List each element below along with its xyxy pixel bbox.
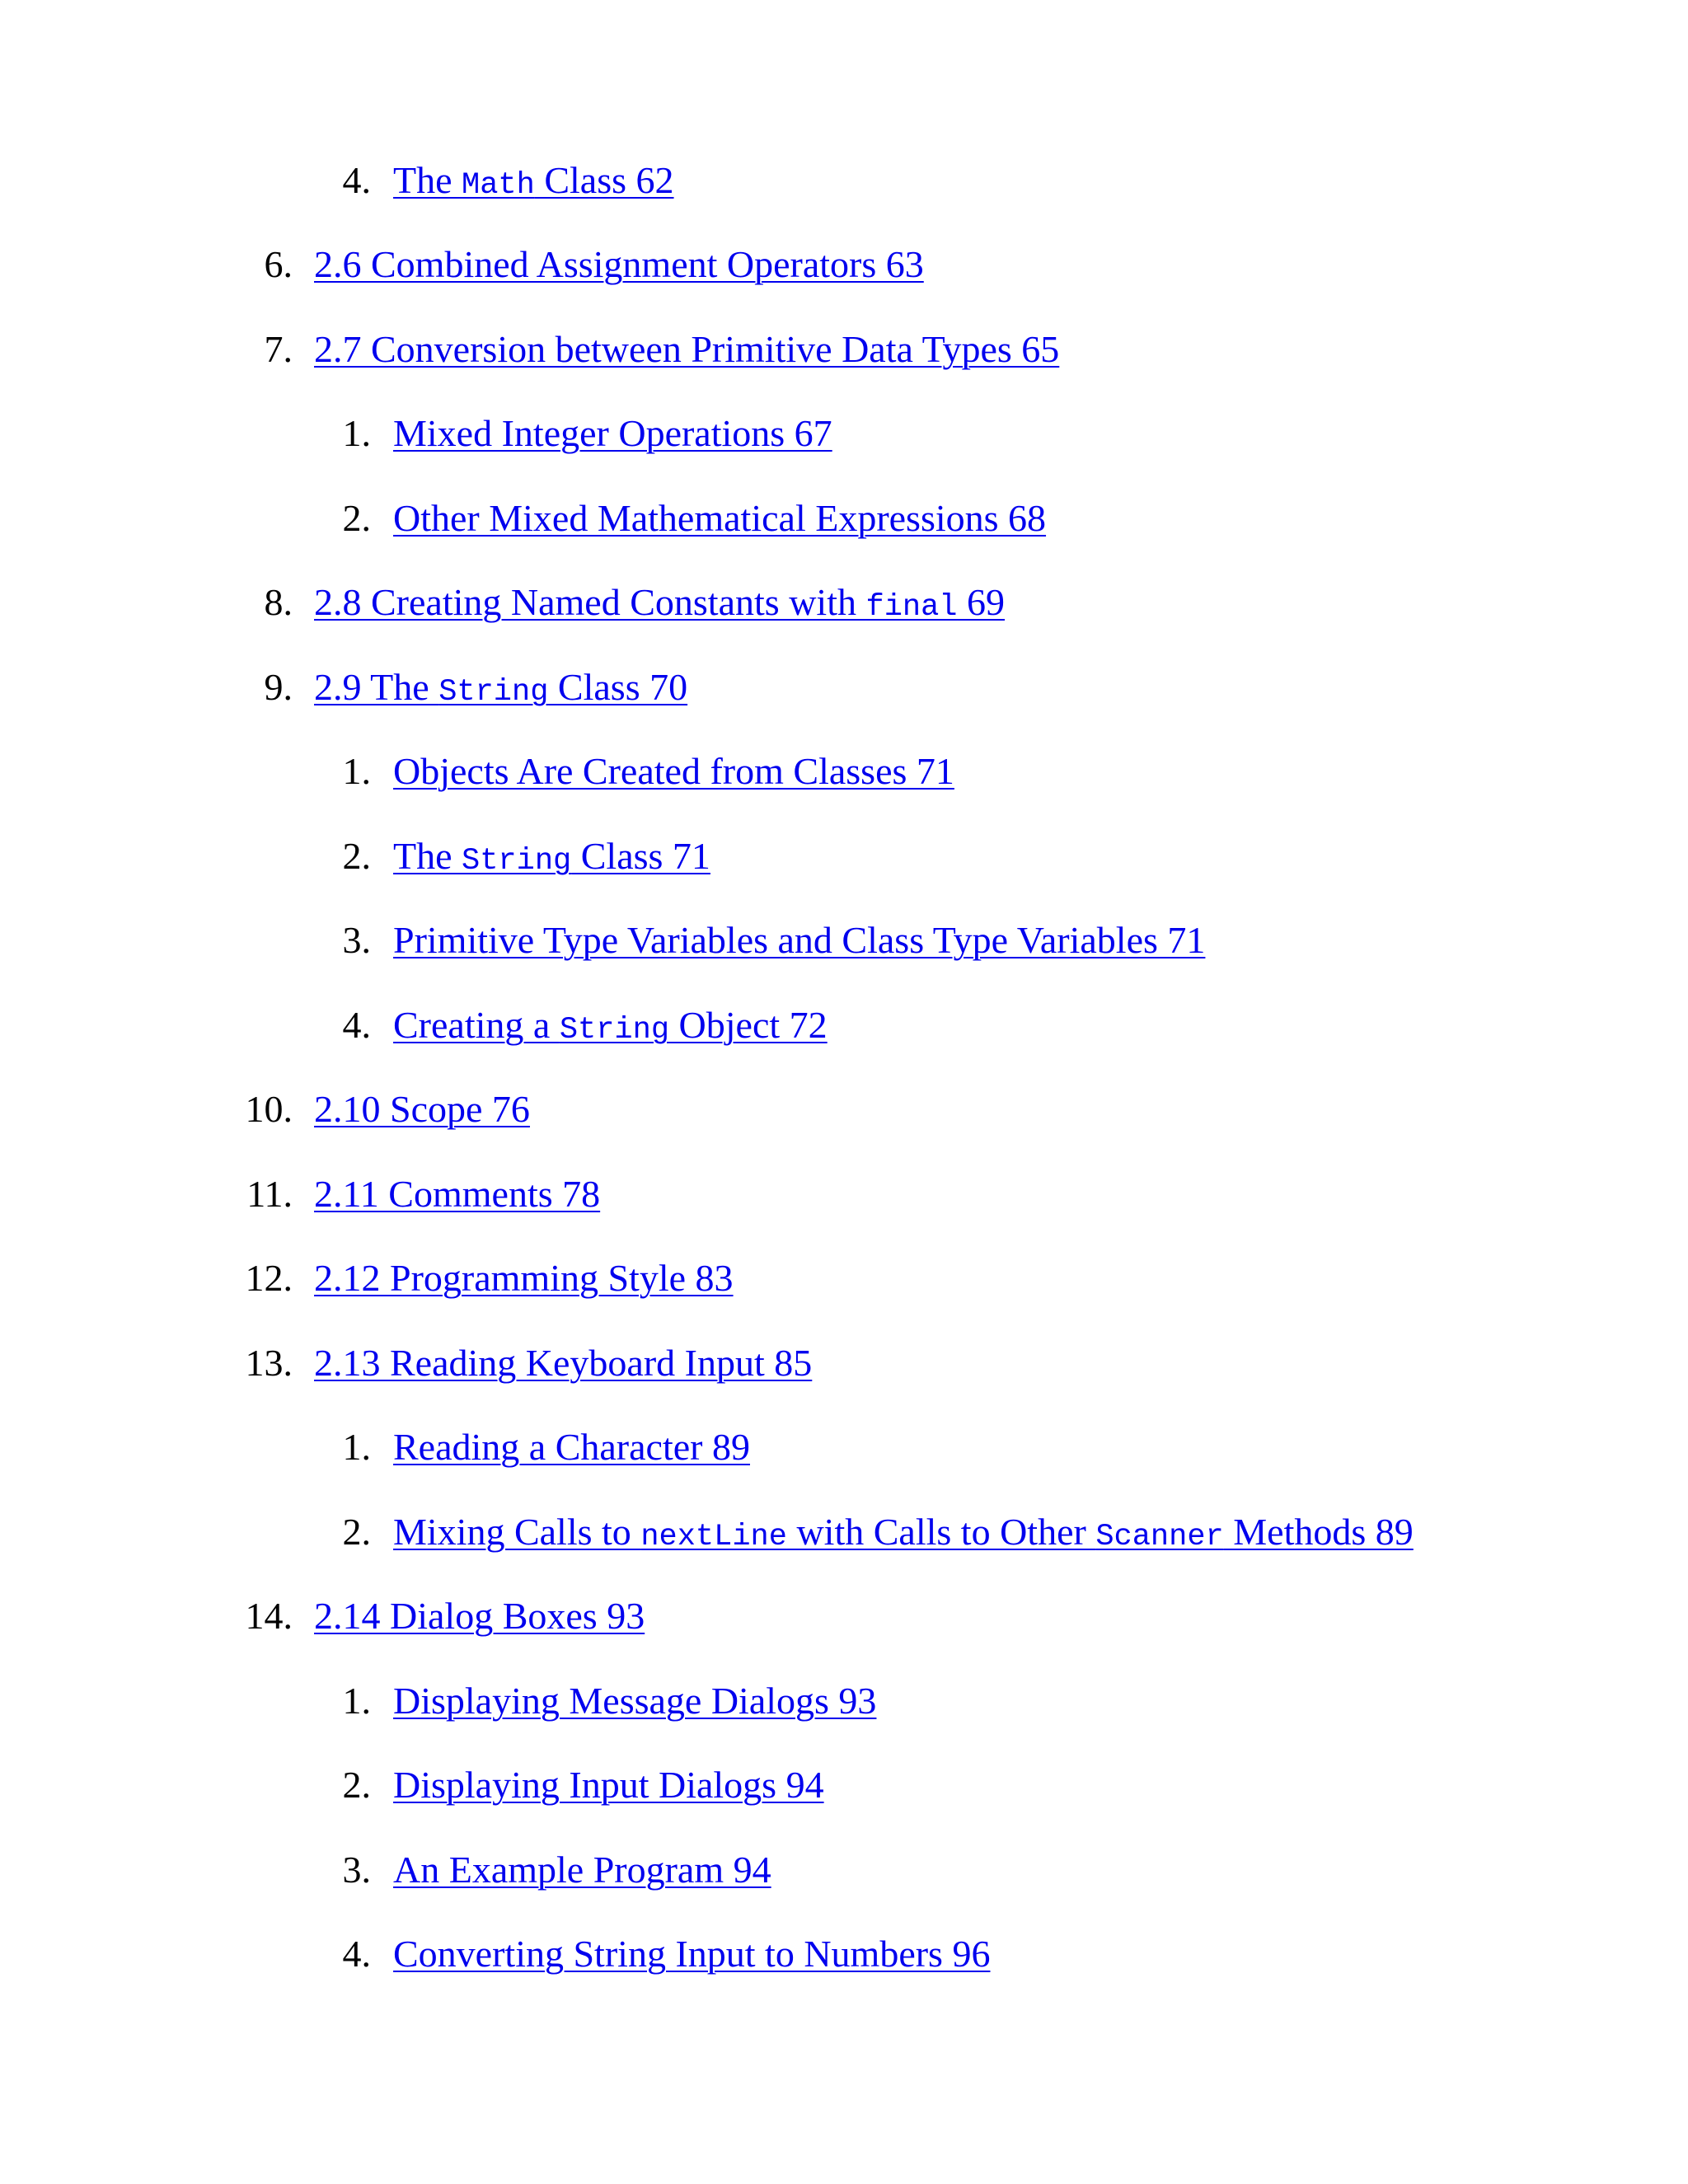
toc-entry-number: 2. [342, 835, 371, 877]
toc-entry-number: 3. [342, 919, 371, 961]
toc-entry-text: Primitive Type Variables and Class Type Variables 71 [393, 919, 1206, 961]
toc-entry-link[interactable] [314, 1066, 530, 1151]
toc-entry-text: Creating a [393, 1004, 560, 1046]
toc-entry-link[interactable] [393, 1742, 824, 1827]
toc-entry-text: Mixing Calls to [393, 1511, 641, 1553]
toc-entry-number: 10. [245, 1088, 293, 1130]
toc-entry-text: Mixed Integer Operations 67 [393, 412, 832, 454]
toc-entry-text: 2.7 Conversion between Primitive Data Types 65 [314, 328, 1060, 370]
toc-entry-text: Methods 89 [1223, 1511, 1414, 1553]
toc-entry-link[interactable] [393, 729, 954, 813]
toc-entry-link[interactable] [393, 1658, 876, 1743]
toc-entry-link[interactable] [393, 982, 828, 1073]
toc-entry-number: 1. [342, 1426, 371, 1468]
toc-entry-number: 14. [245, 1595, 293, 1637]
toc-entry-number: 6. [264, 243, 293, 285]
toc-entry-text: Objects Are Created from Classes 71 [393, 750, 954, 792]
toc-entry-number: 11. [246, 1173, 293, 1215]
toc-entry-number: 2. [342, 1511, 371, 1553]
toc-entry-link[interactable] [314, 307, 1059, 391]
toc-entry-number: 2. [342, 497, 371, 539]
toc-entry-text: 69 [957, 581, 1006, 623]
toc-entry-number: 4. [342, 159, 371, 201]
toc-entry-number: 12. [245, 1257, 293, 1299]
toc-entry-link[interactable] [393, 1489, 1414, 1580]
toc-entry-code: Scanner [1095, 1520, 1224, 1554]
toc-entry-text: 2.11 Comments 78 [314, 1173, 601, 1215]
toc-entry-link[interactable] [314, 222, 924, 307]
toc-entry-code: String [559, 1013, 670, 1047]
toc-entry-code: final [865, 590, 958, 625]
toc-entry-text: Class 70 [548, 666, 688, 708]
toc-entry-text: Converting String Input to Numbers 96 [393, 1933, 991, 1975]
toc-entry-link[interactable] [393, 813, 710, 904]
toc-entry-number: 3. [342, 1849, 371, 1891]
toc-entry-link[interactable] [314, 1235, 734, 1320]
toc-entry-text: Class 71 [571, 835, 710, 877]
toc-entry-text: 2.14 Dialog Boxes 93 [314, 1595, 645, 1637]
toc-entry-link[interactable] [314, 1573, 645, 1658]
toc-entry-number: 2. [342, 1764, 371, 1806]
toc-entry-text: Other Mixed Mathematical Expressions 68 [393, 497, 1047, 539]
toc-entry-text: 2.8 Creating Named Constants with [314, 581, 866, 623]
toc-entry-number: 1. [342, 1680, 371, 1722]
toc-entry-text: 2.10 Scope 76 [314, 1088, 530, 1130]
toc-entry-number: 4. [342, 1933, 371, 1975]
toc-entry-link[interactable] [314, 1151, 600, 1236]
toc-entry-link[interactable] [393, 1911, 990, 1996]
toc-entry-text: with Calls to Other [786, 1511, 1096, 1553]
toc-entry-text: 2.12 Programming Style 83 [314, 1257, 734, 1299]
toc-entry-link[interactable] [393, 476, 1046, 560]
toc-entry-text: 2.9 The [314, 666, 439, 708]
toc-entry-text: Class 62 [534, 159, 674, 201]
toc-entry-text: Object 72 [669, 1004, 828, 1046]
toc-entry-number: 4. [342, 1004, 371, 1046]
toc-entry-link[interactable] [393, 138, 674, 228]
toc-entry-link[interactable] [393, 391, 832, 476]
toc-entry-number: 9. [264, 666, 293, 708]
toc-entry-number: 8. [264, 581, 293, 623]
toc-entry-link[interactable] [314, 644, 687, 735]
toc-entry-number: 1. [342, 412, 371, 454]
toc-entry-link[interactable] [314, 1320, 812, 1405]
toc-entry-text: The [393, 159, 462, 201]
toc-entry-text: The [393, 835, 462, 877]
toc-entry-link[interactable] [314, 560, 1005, 650]
toc-entry-text: Displaying Input Dialogs 94 [393, 1764, 824, 1806]
toc-entry-number: 13. [245, 1342, 293, 1384]
toc-entry-code: String [462, 844, 572, 879]
toc-entry-text: An Example Program 94 [393, 1849, 771, 1891]
toc-entry-link[interactable] [393, 898, 1205, 982]
toc-entry-code: nextLine [640, 1520, 787, 1554]
toc-entry-number: 7. [264, 328, 293, 370]
toc-entry-text: 2.6 Combined Assignment Operators 63 [314, 243, 924, 285]
toc-entry-code: Math [462, 168, 535, 203]
toc-entry-link[interactable] [393, 1404, 750, 1489]
toc-entry-text: 2.13 Reading Keyboard Input 85 [314, 1342, 813, 1384]
toc-entry-link[interactable] [393, 1827, 771, 1912]
toc-entry-number: 1. [342, 750, 371, 792]
toc-entry-text: Displaying Message Dialogs 93 [393, 1680, 877, 1722]
toc-entry-text: Reading a Character 89 [393, 1426, 750, 1468]
toc-entry-code: String [438, 675, 549, 710]
